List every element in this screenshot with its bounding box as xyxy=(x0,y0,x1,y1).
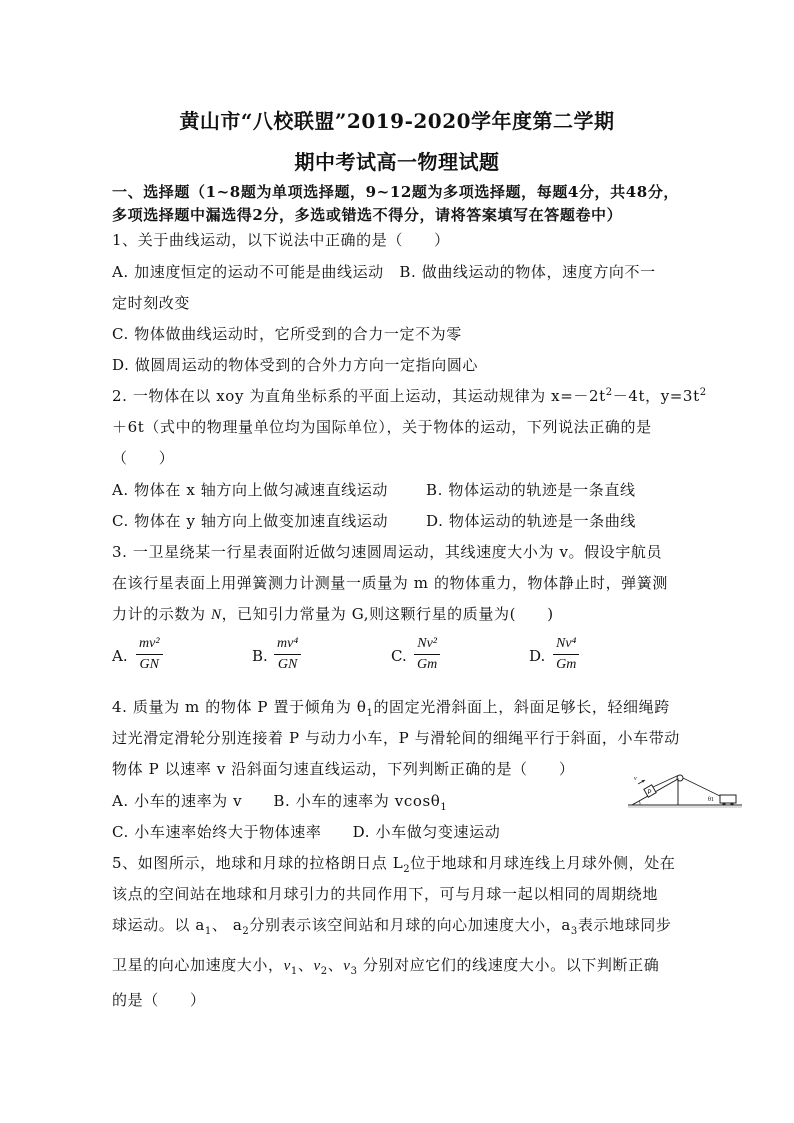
section-heading-line1: 一、选择题（1~8题为单项选择题，9~12题为多项选择题，每题4分，共48分， xyxy=(112,183,680,201)
q3-option-a-denominator: GN xyxy=(136,654,163,673)
q3-option-c-label: C. xyxy=(391,647,407,665)
q2-stem-line3: （ ） xyxy=(112,449,175,467)
q1-stem: 1、关于曲线运动，以下说法中正确的是（ ） xyxy=(112,231,450,249)
q1-option-b-cont: 定时刻改变 xyxy=(112,294,191,312)
incline-angle-arc xyxy=(640,801,641,805)
q5-stem-line4: 卫星的向心加速度大小，$v_1$、$v_2$、$v_3$ 分别对应它们的线速度大小。以下判断正确 xyxy=(112,956,660,977)
q3-option-d-fraction xyxy=(553,636,579,673)
q3-option-c-fraction xyxy=(414,636,440,673)
q3-option-b-label: B. xyxy=(252,647,268,665)
velocity-label: v xyxy=(634,776,637,782)
cart-wheel-left xyxy=(722,802,725,805)
q3-option-a-numerator: mv² xyxy=(139,636,160,651)
incline-pulley-figure xyxy=(626,770,744,810)
q3-option-b-numerator: mv⁴ xyxy=(277,636,299,651)
rope-to-cart xyxy=(683,778,722,797)
q4-options-cd: C. 小车速率始终大于物体速率 D. 小车做匀变速运动 xyxy=(112,823,501,841)
cart-wheel-right xyxy=(730,802,733,805)
q3-option-d-denominator: Gm xyxy=(553,654,579,673)
exam-subtitle: 期中考试高一物理试题 xyxy=(294,150,500,174)
q3-option-a-label: A. xyxy=(112,647,128,665)
q3-stem-line2: 在该行星表面上用弹簧测力计测量一质量为 m 的物体重力，物体静止时，弹簧测 xyxy=(112,574,668,592)
q1-option-c: C. 物体做曲线运动时，它所受到的合力一定不为零 xyxy=(112,325,462,343)
q5-stem-line2: 该点的空间站在地球和月球引力的共同作用下，可与月球一起以相同的周期绕地 xyxy=(112,885,659,903)
block-p-label: P xyxy=(647,790,652,796)
q4-options-ab: A. 小车的速率为 v B. 小车的速率为 vcosθ$_1$ xyxy=(112,792,448,813)
q5-stem-line1: 5、如图所示，地球和月球的拉格朗日点 $L_2$位于地球和月球连线上月球外侧，处在 xyxy=(112,854,676,875)
q3-option-d-numerator: Nv⁴ xyxy=(556,636,577,651)
q3-option-c-numerator: Nv² xyxy=(417,636,437,651)
q2-stem-line2: ＋6t（式中的物理量单位均为国际单位），关于物体的运动，下列说法正确的是 xyxy=(112,418,652,436)
section-heading-line2: 多项选择题中漏选得2分，多选或错选不得分，请将答案填写在答题卷中） xyxy=(112,206,623,224)
theta-label: θ1 xyxy=(708,797,714,803)
q4-stem-line1: 4. 质量为 m 的物体 P 置于倾角为 $\theta_1$的固定光滑斜面上，斜面足够长，轻细绳跨 xyxy=(112,698,670,719)
q5-stem-line5: 的是（ ） xyxy=(112,991,206,1009)
q2-option-b: B. 物体运动的轨迹是一条直线 xyxy=(426,481,636,499)
q2-option-d: D. 物体运动的轨迹是一条曲线 xyxy=(426,512,637,530)
q3-option-a-fraction xyxy=(136,636,163,673)
cart xyxy=(720,795,736,803)
q3-option-d-label: D. xyxy=(529,647,546,665)
q1-options-ab: A. 加速度恒定的运动不可能是曲线运动 B. 做曲线运动的物体，速度方向不一 xyxy=(112,263,656,281)
q2-option-c: C. 物体在 y 轴方向上做变加速直线运动 xyxy=(112,512,389,530)
q3-stem-line1: 3. 一卫星绕某一行星表面附近做匀速圆周运动，其线速度大小为 v。假设宇航员 xyxy=(112,543,663,561)
q3-stem-line3: 力计的示数为 N，已知引力常量为 G,则这颗行星的质量为( ) xyxy=(112,605,554,623)
q2-option-a: A. 物体在 x 轴方向上做匀减速直线运动 xyxy=(112,481,388,499)
q4-stem-line3: 物体 P 以速率 v 沿斜面匀速直线运动，下列判断正确的是（ ） xyxy=(112,760,575,778)
q3-option-b-denominator: GN xyxy=(274,654,301,673)
q3-option-c-denominator: Gm xyxy=(414,654,440,673)
q2-stem-line1: 2. 一物体在以 xoy 为直角坐标系的平面上运动，其运动规律为 $x=-2t^2-4t$，$y=3t^2$ xyxy=(112,387,707,405)
q1-option-d: D. 做圆周运动的物体受到的合外力方向一定指向圆心 xyxy=(112,356,479,374)
q5-stem-line3: 球运动。以 $a_1$、 $a_2$分别表示该空间站和月球的向心加速度大小，$a_3$表示地球同步 xyxy=(112,916,672,937)
exam-title: 黄山市“八校联盟”2019-2020学年度第二学期 xyxy=(179,109,615,133)
q3-option-b-fraction xyxy=(274,636,301,673)
q4-stem-line2: 过光滑定滑轮分别连接着 P 与动力小车，P 与滑轮间的细绳平行于斜面，小车带动 xyxy=(112,729,680,747)
